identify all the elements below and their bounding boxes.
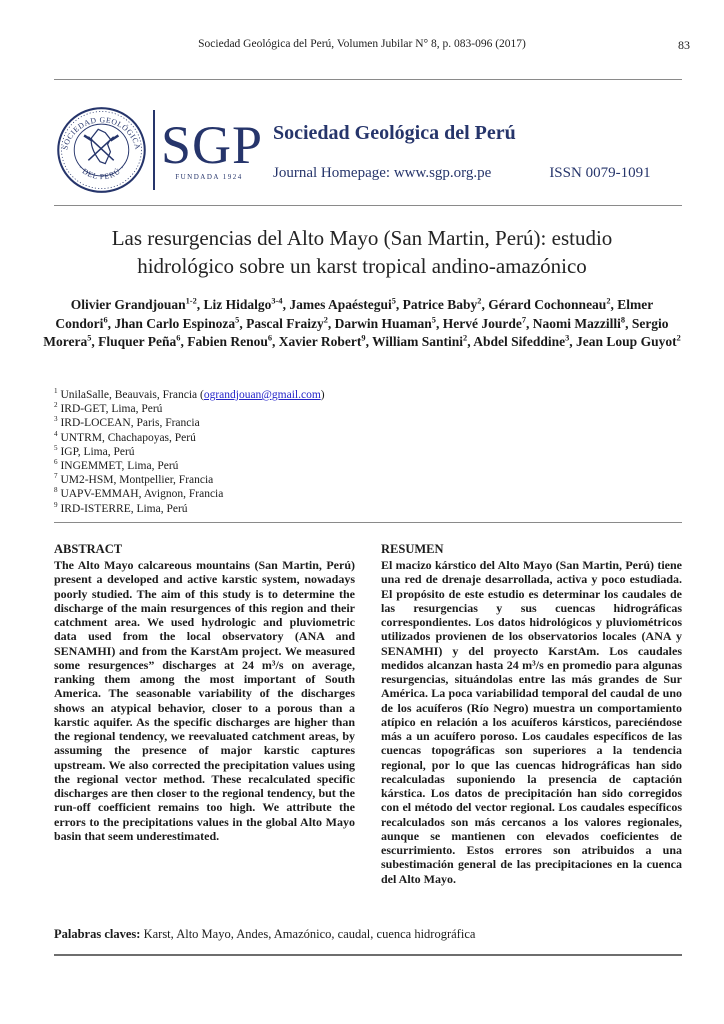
abstract-column [54, 542, 355, 886]
affiliation-item: $^3$ IRD-LOCEAN, Paris, Francia [54, 415, 200, 430]
header-divider [54, 79, 682, 80]
page-number: 83 [678, 38, 690, 52]
affiliation-item: $^7$ UM2-HSM, Montpellier, Francia [54, 472, 214, 487]
masthead-divider-bar [153, 110, 155, 190]
email-link[interactable]: ograndjouan@gmail.com [203, 389, 321, 401]
resumen-heading: RESUMEN [381, 542, 444, 556]
affiliation-item: $^5$ IGP, Lima, Perú [54, 443, 135, 458]
running-head-citation: Sociedad Geológica del Perú, Volumen Jubilar N° 8, p. 083-096 (2017) [198, 38, 526, 50]
journal-issn: ISSN 0079-1091 [549, 165, 651, 181]
affiliation-item: $^8$ UAPV-EMMAH, Avignon, Francia [54, 486, 224, 501]
abstract-body: The Alto Mayo calcareous mountains (San Martin, Perú) present a developed and active karstic system, nowadays poorly studied. The aim of this study is to determine the discharge of the main resurgences of this region and their catchment area. We used hydrologic and pluviometric data used from the local observatory (ANA and SENAMHI) and from the KarstAm project. We measured some resurgences” discharges at 24 m³/s on average, ranking them among the most important of South America. The seasonable variability of the discharges shows an atypical behavior, closer to a porous than a karstic aquifer. As the specific discharges are higher than the regional tendency, we reevaluated catchment areas, by assuming the presence of major karstic captures upstream. We also corrected the precipitation values using the regional vector method. These recalculated specific discharges are then closer to the regional tendency, but the run-off coefficient remains too high. We attribute the errors to the precipitations values in the global Alto Mayo basin that seem underestimated. [54, 558, 355, 843]
svg-text:SOCIEDAD GEOLÓGICA: SOCIEDAD GEOLÓGICA [60, 115, 143, 151]
abstract-heading: ABSTRACT [54, 542, 123, 556]
sgp-logotype [161, 115, 264, 181]
sgp-acronym: SGP [161, 115, 264, 175]
journal-title: Sociedad Geológica del Perú [273, 122, 516, 144]
sgp-founded-text: FUNDADA 1924 [175, 173, 243, 181]
keywords-label: Palabras claves: [54, 927, 141, 941]
keywords-text: Karst, Alto Mayo, Andes, Amazónico, caudal, cuenca hidrográfica [140, 927, 476, 941]
affiliation-item: $^9$ IRD-ISTERRE, Lima, Perú [54, 500, 188, 515]
sgp-seal-icon [54, 103, 149, 197]
article-title: Las resurgencias del Alto Mayo (San Martin, Perú): estudio hidrológico sobre un karst tropical andino-amazónico [111, 226, 613, 278]
abstract-top-divider [54, 522, 682, 523]
affiliation-item: $^2$ IRD-GET, Lima, Perú [54, 401, 163, 416]
affiliation-item: $^1$ UnilaSalle, Beauvais, Francia (ograndjouan@gmail.com) [54, 387, 325, 401]
masthead-bottom-divider [54, 205, 682, 206]
abstract-columns [54, 542, 682, 886]
resumen-column [381, 542, 682, 886]
masthead [54, 100, 682, 200]
peru-map-hammers-icon [84, 129, 118, 163]
authors-line: Olivier Grandjouan$^{1-2}$, Liz Hidalgo$^{3-4}$, James Apaéstegui$^5$, Patrice Baby$^2$, Gérard Cochonneau$^2$, Elmer Condori$^6$, Jhan Carlo Espinoza$^5$, Pascal Fraizy$^2$, Darwin Huaman$^5$, Hervé Jourde$^7$, Naomi Mazzilli$^8$, Sergio Morera$^5$, Fluquer Peña$^6$, Fabien Renou$^6$, Xavier Robert$^9$, William Santini$^2$, Abdel Sifeddine$^3$, Jean Loup Guyot$^2$ [43, 296, 681, 349]
journal-info [273, 118, 651, 182]
keywords-line [54, 927, 682, 942]
affiliations-list [54, 388, 325, 516]
journal-homepage-label: Journal Homepage: [273, 165, 394, 181]
journal-homepage-link[interactable]: www.sgp.org.pe [393, 165, 492, 181]
affiliation-item: $^6$ INGEMMET, Lima, Perú [54, 458, 179, 473]
journal-meta-row [273, 165, 651, 182]
page-bottom-divider [54, 954, 682, 956]
affiliation-item: $^4$ UNTRM, Chachapoyas, Perú [54, 429, 196, 444]
svg-text:· DEL PERÚ ·: · DEL PERÚ · [76, 163, 127, 182]
resumen-body: El macizo kárstico del Alto Mayo (San Martin, Perú) tiene una red de drenaje desarrollada, activa y poco estudiada. El propósito de este estudio es determinar los caudales de las resurgencias y sus cuencas hidrográficas correspondientes. Los datos hidrológicos y pluviométricos utilizados provienen de los observatorios locales (ANA y SENAMHI) y del proyecto KarstAm. Los caudales medidos alcanzan hasta 24 m³/s en promedio para algunas resurgencias, situándolas entre las más grandes de Sur América. La poca variabilidad temporal del caudal de uno de los acuíferos (Río Negro) muestra un comportamiento atípico en relación a los acuíferos kársticos, pareciéndose más a un acuífero poroso. Los caudales específicos de las cuencas topográficas son superiores a la tendencia regional, por lo que las cuencas hidrográficas han sido recalculadas suponiendo la presencia de captación kárstica. Los datos de precipitación han sido corregidos con el método del vector regional. Los caudales específicos recalculados son más cercanos a los valores regionales, aunque se mantienen con elevados coeficientes de escurrimiento. Estos errores son atribuidos a una subestimación general de las precipitaciones en la cuenca del Alto Mayo. [381, 558, 682, 886]
